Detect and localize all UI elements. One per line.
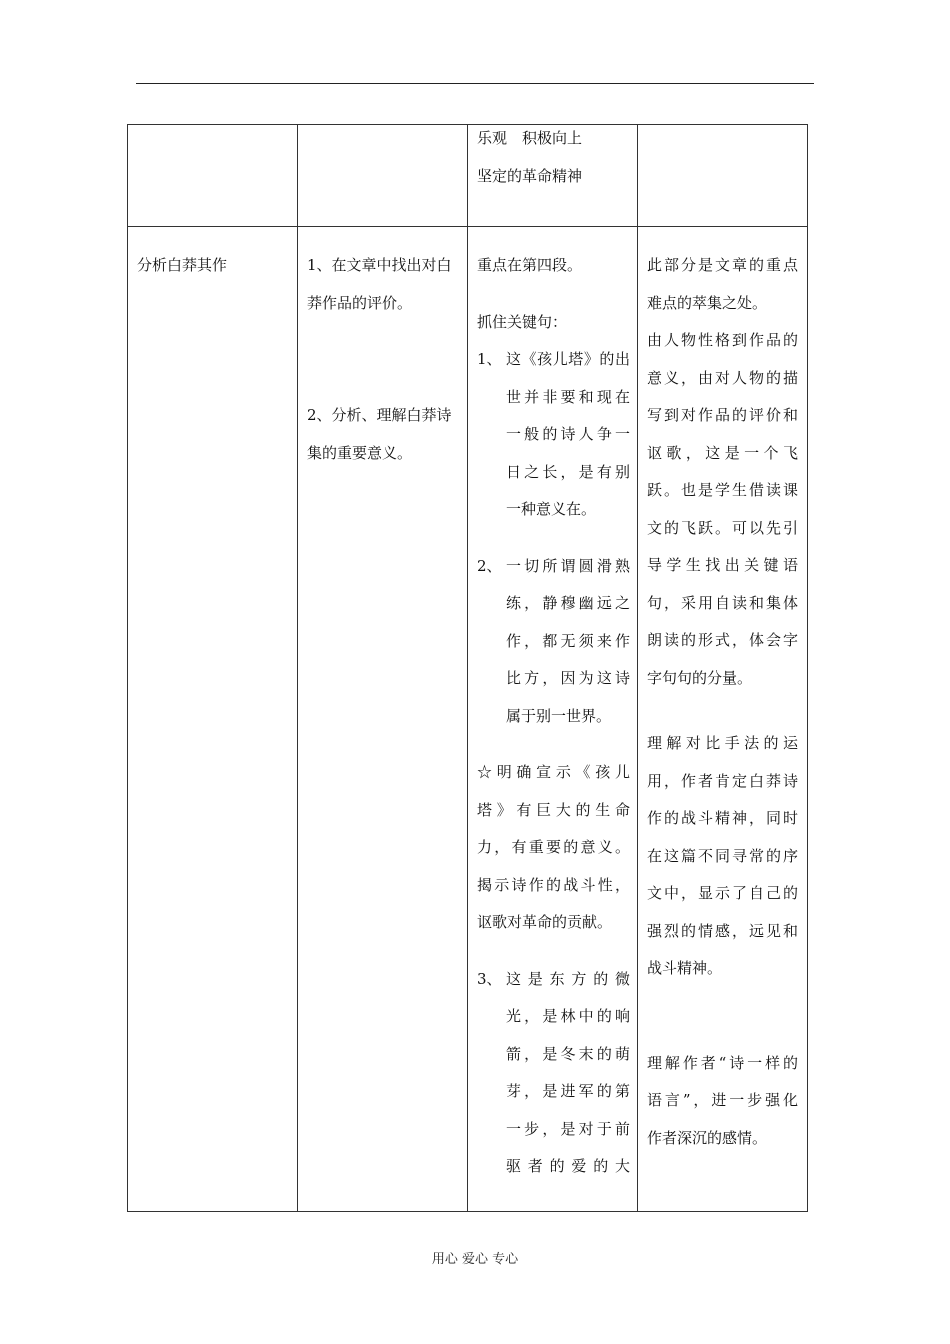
notes-cell xyxy=(647,247,798,1157)
quote-2-line: 比方，因为这诗 xyxy=(506,669,630,687)
notes-line: 意义，由对人物的描 xyxy=(647,368,798,387)
star-note-line: 塔》有巨大的生命 xyxy=(477,800,630,819)
notes-line: 写到对作品的评价和 xyxy=(647,406,798,424)
quote-2-line: 属于别一世界。 xyxy=(506,706,612,725)
quote-1-line: 一种意义在。 xyxy=(506,500,597,518)
quote-3-line: 芽，是进军的第 xyxy=(506,1082,630,1100)
top-row-col3-line: 乐观 积极向上 xyxy=(477,129,583,147)
notes-line: 朗读的形式，体会字 xyxy=(647,631,798,649)
notes-line: 理解作者“诗一样的 xyxy=(647,1053,798,1072)
notes-line: 由人物性格到作品的 xyxy=(647,331,798,349)
star-note-line: ☆明确宣示《孩儿 xyxy=(477,763,630,781)
quote-1-line: 世并非要和现在 xyxy=(506,387,630,406)
quote-2-body xyxy=(506,548,630,736)
notes-line: 难点的萃集之处。 xyxy=(647,293,768,312)
notes-para-2 xyxy=(647,725,798,988)
spacer xyxy=(647,988,798,1045)
header-rule xyxy=(136,83,814,84)
notes-line: 讴歌，这是一个飞 xyxy=(647,443,798,462)
notes-line: 作者深沉的感情。 xyxy=(647,1128,768,1147)
star-note-line: 揭示诗作的战斗性， xyxy=(477,875,630,894)
spacer xyxy=(477,942,630,961)
quote-1-line: 这《孩儿塔》的出 xyxy=(506,350,630,368)
quote-1-line: 日之长，是有别 xyxy=(506,462,630,481)
quote-1-body xyxy=(506,341,630,529)
spacer xyxy=(307,322,452,397)
table-column-divider-3 xyxy=(637,124,638,1212)
top-row-col3-line: 坚定的革命精神 xyxy=(477,166,583,185)
quote-1 xyxy=(477,341,630,529)
task-item-2-line: 2、分析、理解白莽诗 xyxy=(307,406,452,424)
star-note xyxy=(477,754,630,942)
notes-line: 强烈的情感，远见和 xyxy=(647,921,798,940)
table-column-divider-2 xyxy=(467,124,468,1212)
notes-line: 文中，显示了自己的 xyxy=(647,884,798,902)
task-cell xyxy=(307,247,452,472)
notes-para-3 xyxy=(647,1045,798,1158)
quote-1-number: 1、 xyxy=(477,350,502,368)
quote-2-line: 练，静穆幽远之 xyxy=(506,594,630,612)
notes-line: 此部分是文章的重点 xyxy=(647,256,798,274)
notes-line: 文的飞跃。可以先引 xyxy=(647,518,798,537)
content-cell xyxy=(477,247,630,1186)
spacer xyxy=(477,529,630,548)
notes-line: 在这篇不同寻常的序 xyxy=(647,846,798,865)
quote-2-number: 2、 xyxy=(477,556,502,575)
quote-3 xyxy=(477,961,630,1186)
star-note-line: 讴歌对革命的贡献。 xyxy=(477,913,613,931)
quote-3-line: 箭，是冬末的萌 xyxy=(506,1044,630,1063)
spacer xyxy=(477,735,630,754)
key-sentence-label: 抓住关键句： xyxy=(477,312,568,331)
notes-line: 句，采用自读和集体 xyxy=(647,593,798,612)
quote-3-number: 3、 xyxy=(477,969,502,988)
notes-line: 跃。也是学生借读课 xyxy=(647,481,798,499)
notes-para-1 xyxy=(647,247,798,697)
quote-3-line: 这是东方的微 xyxy=(506,969,630,988)
quote-2-line: 一切所谓圆滑熟 xyxy=(506,556,630,575)
quote-2 xyxy=(477,548,630,736)
star-note-line: 力，有重要的意义。 xyxy=(477,838,630,856)
notes-line: 语言”，进一步强化 xyxy=(647,1091,798,1109)
spacer xyxy=(477,285,630,304)
quote-3-line: 驱者的爱的大 xyxy=(506,1157,630,1175)
notes-line: 理解对比手法的运 xyxy=(647,734,798,752)
notes-line: 字句句的分量。 xyxy=(647,668,753,687)
notes-line: 战斗精神。 xyxy=(647,959,723,977)
content-intro: 重点在第四段。 xyxy=(477,256,583,274)
table-row-divider xyxy=(127,226,808,227)
top-row-col3 xyxy=(477,120,582,195)
quote-1-line: 一般的诗人争一 xyxy=(506,425,630,443)
task-item-1-line: 1、在文章中找出对白 xyxy=(307,256,452,274)
notes-line: 用，作者肯定白莽诗 xyxy=(647,771,798,790)
page-footer: 用心 爱心 专心 xyxy=(431,1252,519,1267)
notes-line: 导学生找出关键语 xyxy=(647,556,798,574)
quote-3-line: 一步，是对于前 xyxy=(506,1119,630,1138)
section-title-cell xyxy=(137,247,227,285)
quote-3-body xyxy=(506,961,630,1186)
section-title: 分析白莽其作 xyxy=(137,256,228,274)
quote-3-line: 光，是林中的响 xyxy=(506,1007,630,1025)
notes-line: 作的战斗精神，同时 xyxy=(647,809,798,827)
spacer xyxy=(647,697,798,725)
quote-2-line: 作，都无须来作 xyxy=(506,631,630,650)
task-item-2-line: 集的重要意义。 xyxy=(307,443,413,462)
table-column-divider-1 xyxy=(297,124,298,1212)
task-item-1-line: 莽作品的评价。 xyxy=(307,293,413,312)
